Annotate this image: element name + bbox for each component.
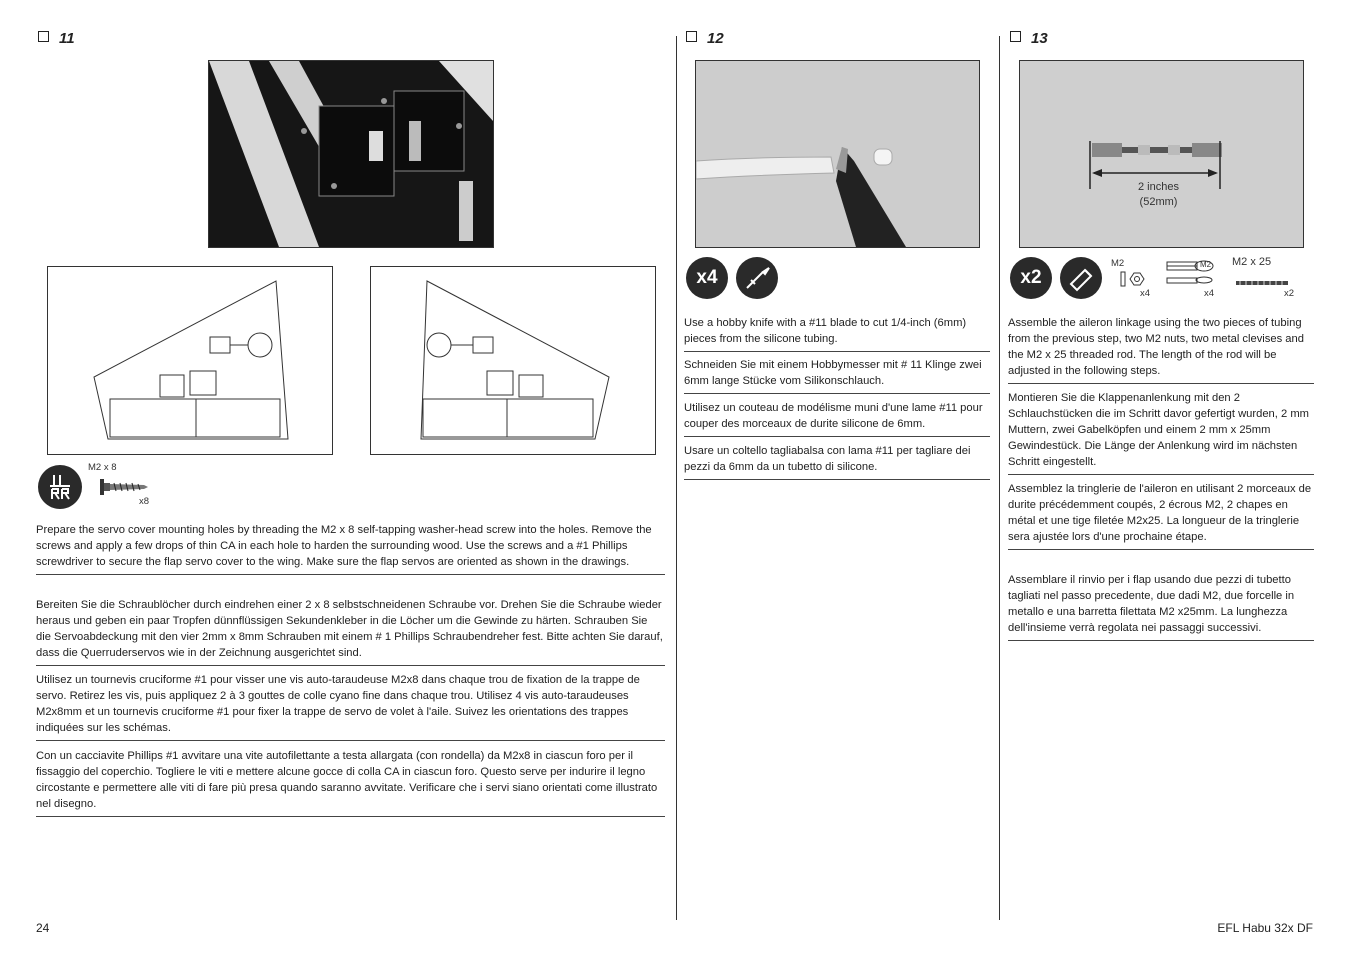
step-12-text-it: Usare un coltello tagliabalsa con lama #11 per tagliare dei pezzi da 6mm da un tubetto di silicone. [684,443,990,480]
step-11-heading: 11 [38,30,75,47]
threaded-rod-icon [1236,274,1290,292]
threaded-rod-label: M2 x 25 [1232,256,1272,268]
step-12-photo [695,60,980,248]
hobby-knife-icon [736,257,778,299]
step-12-heading: 12 [686,30,724,47]
rod-length-label: 2 inches [1138,181,1179,193]
column-divider-2 [999,36,1000,920]
step-13-checkbox[interactable] [1010,31,1021,42]
step-12-text-fr: Utilisez un couteau de modélisme muni d'une lame #11 pour couper des morceaux de durite silicone de 6mm. [684,400,990,437]
step-11-photo [208,60,494,248]
step-11-text-it: Con un cacciavite Phillips #1 avvitare una vite autofilettante a testa allargata (con rondella) da M2x8 in ciascun foro per il fissaggio del coperchio. Togliere le viti e mettere alcune gocce di colla CA in ciascun foro. Questo serve per indurire il legno circostante e permettere alle viti di fare più presa quando saranno avvitate. Verificare che i servi siano orientati come illustrato nel disegno. [36,748,665,817]
step-11-drawing-right [370,266,656,455]
clevis-size-label: M2 [1200,260,1212,269]
silicone-tubing-icon [1060,257,1102,299]
rod-length-metric-label: (52mm) [1139,196,1178,208]
step-11-hardware-size: M2 x 8 [88,462,117,473]
step-13-text-it: Assemblare il rinvio per i flap usando due pezzi di tubetto tagliati nel passo precedente, due dadi M2, due forcelle in metallo e una barretta filettata M2 x25mm. La lunghezza dell'insieme verrà regolata nei passaggi successivi. [1008,572,1314,641]
step-13-quantity-badge: x2 [1010,257,1052,299]
step-11-drawing-left [47,266,333,455]
step-11-text-fr: Utilisez un tournevis cruciforme #1 pour visser une vis auto-taraudeuse M2x8 dans chaque trou de fixation de la trappe de servo. Retirez les vis, puis appliquez 2 à 3 gouttes de colle cyano fine dans chaque trou. Utilisez 4 vis auto-taraudeuses M2x8mm et un tournevis cruciforme #1 pour fixer la trappe de servo de volet à l'aile. Suivez les orientations des trappes indiquées sur les schémas. [36,672,665,741]
page-number: 24 [36,921,50,935]
step-12-checkbox[interactable] [686,31,697,42]
column-divider-1 [676,36,677,920]
clevis-count: x4 [1204,288,1215,299]
screwdriver-tool-icon [38,465,82,509]
product-name: EFL Habu 32x DF [1217,921,1313,935]
step-12-text-de: Schneiden Sie mit einem Hobbymesser mit # 11 Klinge zwei 6mm lange Stücke vom Silikonschlauch. [684,357,990,394]
nut-size-label: M2 [1111,258,1125,269]
step-13-text-fr: Assemblez la tringlerie de l'aileron en utilisant 2 morceaux de durite précédemment coupés, 2 écrous M2, 2 chapes en métal et une tige filetée M2x25. La longueur de la tringlerie sera ajustée lors d'une prochaine étape. [1008,481,1314,550]
step-13-heading: 13 [1010,30,1048,47]
step-13-photo [1019,60,1304,248]
step-13-text-de: Montieren Sie die Klappenanlenkung mit den 2 Schlauchstücken die im Schritt davor gefertigt wurden, 2 mm Muttern, zwei Gabelköpfen und einem 2 mm x 25mm Gewindestück. Die Länge der Anlenkung wird im nächsten Schritt eingestellt. [1008,390,1314,475]
threaded-rod-count: x2 [1284,288,1295,299]
step-11-text-en: Prepare the servo cover mounting holes by threading the M2 x 8 self-tapping washer-head screw into the holes. Remove the screws and apply a few drops of thin CA in each hole to harden the surrounding wood. Use the screws and a #1 Phillips screwdriver to secure the flap servo cover to the wing. Make sure the flap servos are oriented as shown in the drawings. [36,522,665,575]
step-12-quantity-badge: x4 [686,257,728,299]
nut-count: x4 [1140,288,1151,299]
step-13-text-en: Assemble the aileron linkage using the two pieces of tubing from the previous step, two M2 nuts, two metal clevises and the M2 x 25 threaded rod. The length of the rod will be adjusted in the following steps. [1008,315,1314,384]
step-11-checkbox[interactable] [38,31,49,42]
step-11-hardware-count: x8 [139,496,150,507]
step-11-text-de: Bereiten Sie die Schraublöcher durch eindrehen einer 2 x 8 selbstschneidenen Schraube vor. Drehen Sie die Schraube wieder heraus und geben ein paar Tropfen dünnflüssigen Sekundenkleber in die Löcher um die Gewinde zu härten. Schrauben Sie die Servoabdeckung mit den vier 2mm x 8mm Schrauben mit einem # 1 Phillips Schraubendreher fest. Bitte achten Sie darauf, dass die Querruderservos wie in der Zeichnung ausgerichtet sind. [36,597,665,666]
step-12-text-en: Use a hobby knife with a #11 blade to cut 1/4-inch (6mm) pieces from the silicone tubing. [684,315,990,352]
